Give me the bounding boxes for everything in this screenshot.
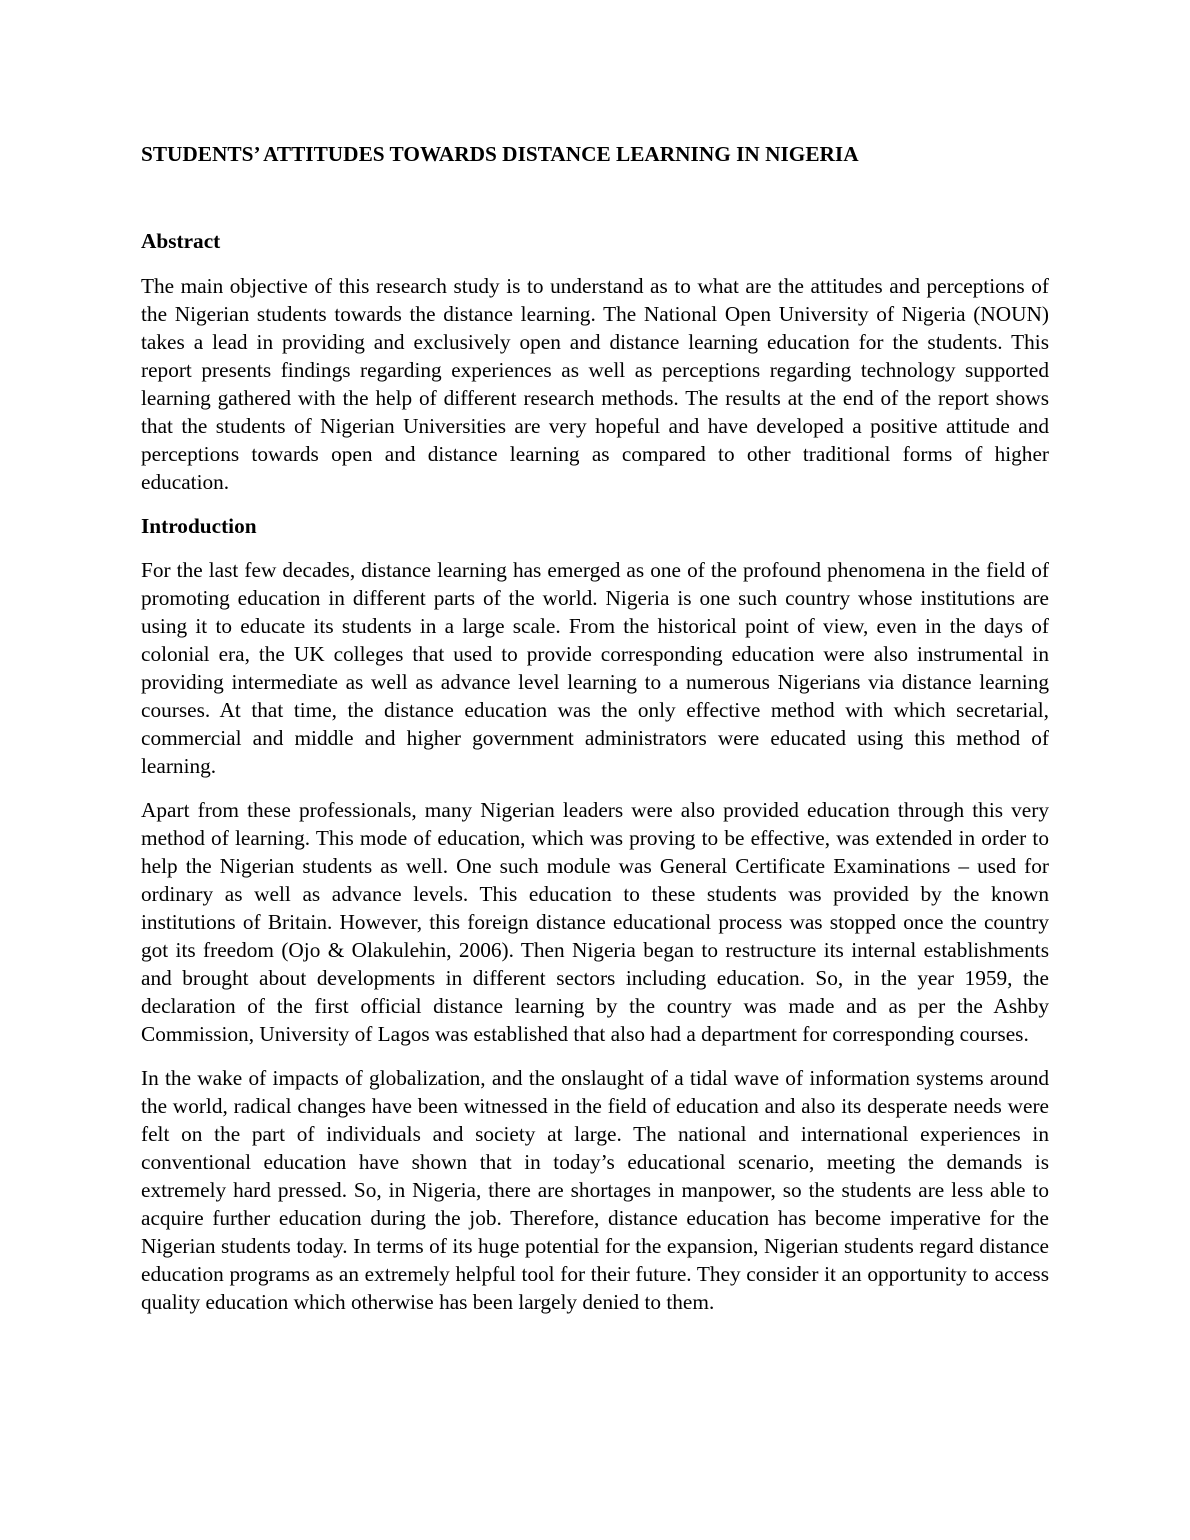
abstract-heading: Abstract	[141, 229, 221, 253]
introduction-heading: Introduction	[141, 514, 257, 538]
introduction-paragraph-2: Apart from these professionals, many Nigerian leaders were also provided education through this very method of learning. This mode of education, which was proving to be effective, was extended in order to help the Nigerian students as well. One such module was General Certificate Examinations – used for ordinary as well as advance levels. This education to these students was provided by the known institutions of Britain. However, this foreign distance educational process was stopped once the country got its freedom (Ojo & Olakulehin, 2006). Then Nigeria began to restructure its internal establishments and brought about developments in different sectors including education. So, in the year 1959, the declaration of the first official distance learning by the country was made and as per the Ashby Commission, University of Lagos was established that also had a department for corresponding courses.	[141, 798, 1049, 1046]
introduction-paragraph-3: In the wake of impacts of globalization, and the onslaught of a tidal wave of information systems around the world, radical changes have been witnessed in the field of education and also its desperate needs were felt on the part of individuals and society at large. The national and international experiences in conventional education have shown that in today’s educational scenario, meeting the demands is extremely hard pressed. So, in Nigeria, there are shortages in manpower, so the students are less able to acquire further education during the job. Therefore, distance education has become imperative for the Nigerian students today. In terms of its huge potential for the expansion, Nigerian students regard distance education programs as an extremely helpful tool for their future. They consider it an opportunity to access quality education which otherwise has been largely denied to them.	[141, 1066, 1049, 1314]
abstract-paragraph: The main objective of this research study is to understand as to what are the attitudes and perceptions of the Nigerian students towards the distance learning. The National Open University of Nigeria (NOUN) takes a lead in providing and exclusively open and distance learning education for the students. This report presents findings regarding experiences as well as perceptions regarding technology supported learning gathered with the help of different research methods. The results at the end of the report shows that the students of Nigerian Universities are very hopeful and have developed a positive attitude and perceptions towards open and distance learning as compared to other traditional forms of higher education.	[141, 274, 1049, 494]
document-page	[141, 140, 1049, 1316]
document-title: STUDENTS’ ATTITUDES TOWARDS DISTANCE LEARNING IN NIGERIA	[141, 142, 859, 166]
introduction-paragraph-1: For the last few decades, distance learning has emerged as one of the profound phenomena in the field of promoting education in different parts of the world. Nigeria is one such country whose institutions are using it to educate its students in a large scale. From the historical point of view, even in the days of colonial era, the UK colleges that used to provide corresponding education were also instrumental in providing intermediate as well as advance level learning to a numerous Nigerians via distance learning courses. At that time, the distance education was the only effective method with which secretarial, commercial and middle and higher government administrators were educated using this method of learning.	[141, 558, 1049, 778]
